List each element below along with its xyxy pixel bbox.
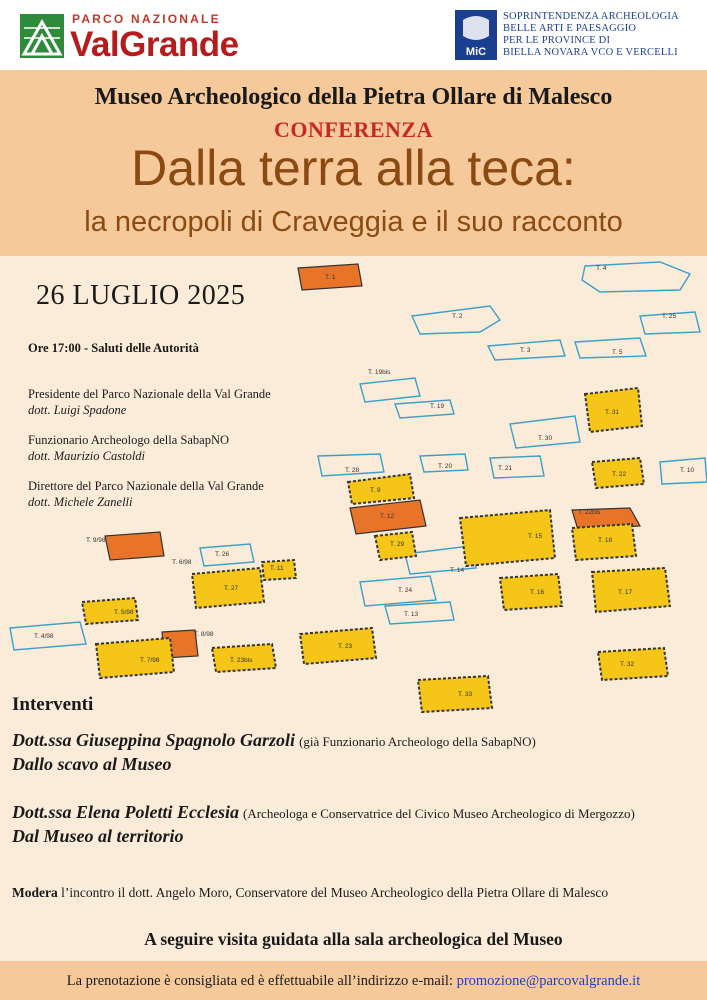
interventi-heading: Interventi (12, 694, 94, 715)
tomb-label: T. 7/98 (140, 657, 160, 664)
tomb-label: T. 18 (598, 537, 613, 544)
tomb-fill (418, 676, 492, 712)
tomb-label: T. 8/98 (194, 631, 214, 638)
tomb-label: T. 13 (404, 611, 419, 618)
tomb-label: T. 20 (438, 463, 453, 470)
soprintendenza-line: BELLE ARTI E PAESAGGIO (503, 23, 637, 34)
speaker-role: Presidente del Parco Nazionale della Val Grande (28, 387, 271, 401)
tomb-label: T. 4/98 (34, 633, 54, 640)
soprintendenza-logo (455, 10, 705, 70)
booking-email-link[interactable]: promozione@parcovalgrande.it (456, 973, 641, 989)
booking-text: La prenotazione è consigliata ed è effettuabile all’indirizzo e-mail: (66, 973, 457, 989)
tomb-outline (575, 338, 646, 358)
talk-title: Dal Museo al territorio (12, 826, 184, 846)
talk-affiliation: (Archeologa e Conservatrice del Civico Museo Archeologico di Mergozzo) (243, 806, 635, 821)
tomb-label: T. 1 (325, 274, 336, 281)
talk-block (12, 730, 536, 775)
tomb-label: T. 31 (605, 409, 620, 416)
tomb-fill-highlight (105, 532, 164, 560)
talk-speaker: Dott.ssa Giuseppina Spagnolo Garzoli (12, 730, 296, 750)
talk-affiliation: (già Funzionario Archeologo della SabapNO) (299, 734, 536, 749)
soprintendenza-line: PER LE PROVINCE DI (503, 35, 611, 46)
tomb-label: T. 9 (370, 487, 381, 494)
moderator-line (12, 885, 608, 901)
speaker-role: Funzionario Archeologo della SabapNO (28, 433, 229, 447)
tomb-outline (510, 416, 580, 448)
tomb-label: T. 24 (398, 587, 413, 594)
tomb-label: T. 23 (338, 643, 353, 650)
tomb-label: T. 28 (345, 467, 360, 474)
tomb-label: T. 22 (612, 471, 627, 478)
tomb-label: T. 30 (538, 435, 553, 442)
tomb-outline (395, 400, 454, 418)
speaker-name: dott. Maurizio Castoldi (28, 449, 146, 463)
tomb-label: T. 23bis (230, 657, 253, 664)
tomb-label: T. 5/98 (114, 609, 134, 616)
tomb-label: T. 33 (458, 691, 473, 698)
tomb-fill (348, 474, 414, 504)
park-emblem-icon (20, 14, 64, 58)
moderator-text: l’incontro il dott. Angelo Moro, Conservatore del Museo Archeologico della Pietra Ollare di Malesco (57, 885, 609, 900)
speaker-role: Direttore del Parco Nazionale della Val Grande (28, 479, 264, 493)
talk-title: Dallo scavo al Museo (12, 754, 172, 774)
talk-speaker: Dott.ssa Elena Poletti Ecclesia (12, 802, 239, 822)
greeting-speaker (28, 386, 271, 418)
event-type: CONFERENZA (273, 117, 433, 142)
tomb-label: T. 27 (224, 585, 239, 592)
moderator-label: Modera (12, 885, 58, 900)
tomb-label: T. 32 (620, 661, 635, 668)
tomb-label: T. 10 (680, 467, 695, 474)
speaker-name: dott. Michele Zanelli (28, 495, 133, 509)
park-logo-top-text: PARCO NAZIONALE (72, 12, 221, 26)
tomb-label: T. 2 (452, 313, 463, 320)
tomb-outline (360, 378, 420, 402)
speaker-name: dott. Luigi Spadone (28, 403, 127, 417)
soprintendenza-line: BIELLA NOVARA VCO E VERCELLI (503, 47, 678, 58)
opening-time: Ore 17:00 - Saluti delle Autorità (28, 341, 199, 355)
tomb-label: T. 22bis (578, 509, 601, 516)
tomb-label: T. 5 (612, 349, 623, 356)
tomb-label: T. 12 (380, 513, 395, 520)
tomb-label: T. 26 (215, 551, 230, 558)
tomb-label: T. 6/98 (172, 559, 192, 566)
tomb-label: T. 25 (662, 313, 677, 320)
tomb-label: T. 15 (528, 533, 543, 540)
tomb-label: T. 3 (520, 347, 531, 354)
soprintendenza-text (503, 11, 679, 59)
tomb-outline (412, 306, 500, 334)
park-logo-name: ValGrande (70, 25, 239, 64)
tomb-label: T. 19bis (368, 369, 391, 376)
tomb-label: T. 21 (498, 465, 513, 472)
guided-visit-note: A seguire visita guidata alla sala archeologica del Museo (144, 929, 563, 949)
tomb-label: T. 11 (270, 565, 284, 572)
page-title: Dalla terra alla teca: (131, 140, 576, 196)
header (0, 0, 707, 70)
tomb-outline (385, 602, 454, 624)
tomb-label: T. 14 (450, 567, 465, 574)
mic-emblem-icon (455, 10, 497, 60)
tomb-label: T. 4 (596, 265, 607, 272)
tomb-fill (96, 638, 174, 678)
greeting-speaker (28, 478, 264, 510)
greeting-speaker (28, 432, 229, 464)
tomb-label: T. 17 (618, 589, 633, 596)
talk-block (12, 802, 635, 847)
parco-valgrande-logo (20, 10, 260, 65)
emblem-text: MiC (465, 46, 487, 58)
booking-note (0, 973, 707, 990)
event-date: 26 LUGLIO 2025 (36, 280, 246, 311)
page-subtitle: la necropoli di Craveggia e il suo racconto (84, 206, 623, 238)
soprintendenza-line: SOPRINTENDENZA ARCHEOLOGIA (503, 11, 679, 22)
tomb-label: T. 19 (430, 403, 445, 410)
museum-name: Museo Archeologico della Pietra Ollare di Malesco (94, 84, 613, 110)
tomb-label: T. 29 (390, 541, 405, 548)
tomb-label: T. 16 (530, 589, 545, 596)
tomb-label: T. 9/98 (86, 537, 106, 544)
